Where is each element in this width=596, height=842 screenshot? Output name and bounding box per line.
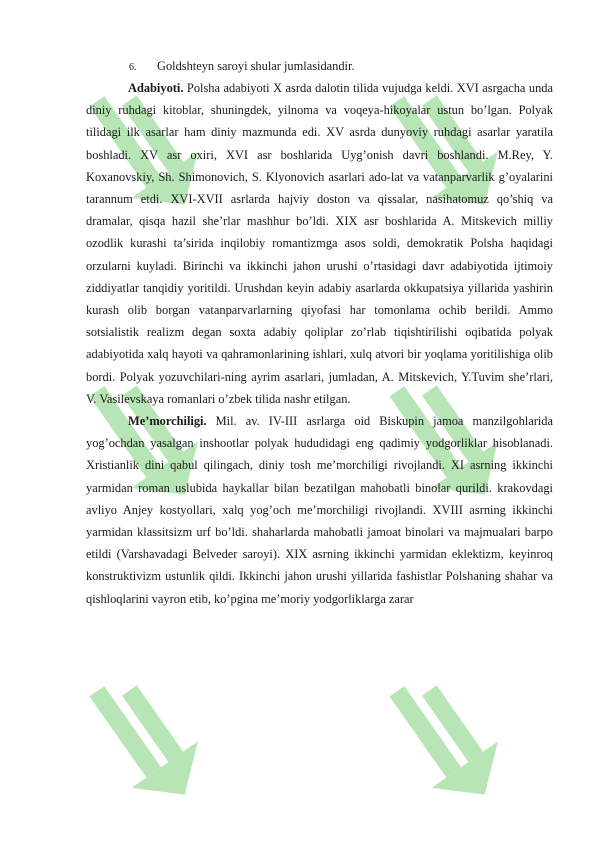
document-body	[86, 77, 553, 610]
literature-text: Polsha adabiyoti X asrda dalotin tilida vujudga keldi. XVI asrgacha unda diniy ruhdagi kitoblar, shuningdek, yilnoma va voqeya-hikoyalar ustun bo’lgan. Polyak tilidagi ilk asarlar ham diniy mazmunda edi. XV asrda dunyoviy ruhdagi asarlar yaratila boshladi. XV asr oxiri, XVI asr boshlarida Uyg’onish davri boshlandi. M.Rey, Y. Koxanovskiy, Sh. Shimonovich, S. Klyonovich asarlari ado-lat va vatanparvarlik g’oyalarini tarannum etdi. XVI-XVII asrlarda hajviy doston va qissalar, nasihatomuz qo’shiq va dramalar, qisqa hazil she’rlar mashhur bo’ldi. XIX asr boshlarida A. Mitskevich milliy ozodlik kurashi ta’sirida inqilobiy romantizmga asos soldi, demokratik Polsha haqidagi orzularni kuyladi. Birinchi va ikkinchi jahon urushi o’rtasidagi davr adabiyotida ijtimoiy ziddiyatlar tanqidiy yoritildi. Urushdan keyin adabiy asarlarda okkupatsiya yillarida yashirin kurash olib borgan vatanparvarlarning qiyofasi har tomonlama ochib berildi. Ammo sotsialistik realizm degan soxta adabiy qoliplar zo’rlab tiqishtirilishi oqibatida polyak adabiyotida xalq hayoti va qahramonlarining ishlari, xulq atvori bir yoqlama yoritilishiga olib bordi. Polyak yozuvchilari-ning ayrim asarlari, jumladan, A. Mitskevich, Y.Tuvim she’rlari, V. Vasilevskaya romanlari o’zbek tilida nashr etilgan.	[86, 81, 553, 406]
architecture-heading: Me’morchiligi.	[128, 414, 207, 429]
architecture-paragraph	[86, 410, 553, 610]
list-item-text: Goldshteyn saroyi shular jumlasidandir.	[157, 59, 355, 73]
architecture-text: Mil. av. IV-III asrlarga oid Biskupin jamoa manzilgohlarida yog’ochdan yasalgan inshootlar polyak hududidagi eng qadimiy yodgorliklar hisoblanadi. Xristianlik dini qabul qilingach, diniy tosh me’morchiligi rivojlandi. XI asrning ikkinchi yarmidan roman uslubida haykallar bilan bezatilgan mahobatli binolar qurildi. krakovdagi avliyo Anjey kostyollari, xalq yog’och me’morchiligi rivojlandi. XVIII asrning ikkinchi yarmidan klassitsizm urf bo’ldi. shaharlarda mahobatli jamoat binolari va majmualari barpo etildi (Varshavadagi Belveder saroyi). XIX asrning ikkinchi yarmidan eklektizm, keyinroq konstruktivizm ustunlik qildi. Ikkinchi jahon urushi yillarida fashistlar Polshaning shahar va qishloqlarini vayron etib, ko’pgina me’moriy yodgorliklarga zarar	[86, 414, 553, 606]
list-item-number: 6.	[129, 62, 137, 73]
arrow-logo-watermark-icon	[360, 630, 540, 810]
literature-paragraph	[86, 77, 553, 410]
list-item	[129, 55, 355, 79]
literature-heading: Adabiyoti.	[128, 81, 184, 95]
arrow-logo-watermark-icon	[60, 630, 240, 810]
